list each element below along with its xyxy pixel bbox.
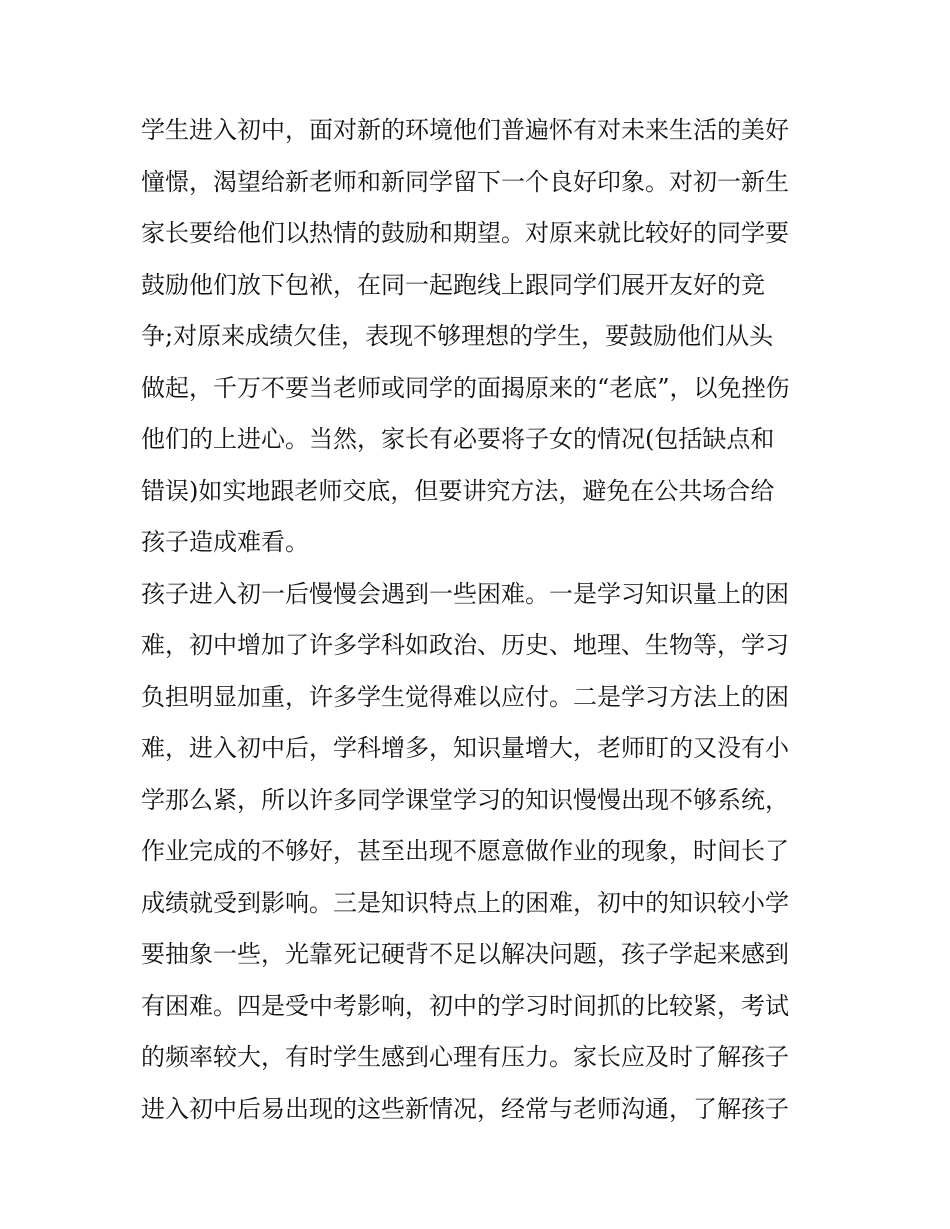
text-line: 有困难。四是受中考影响，初中的学习时间抓的比较紧，考试 — [141, 991, 789, 1020]
text-line: 争;对原来成绩欠佳，表现不够理想的学生，要鼓励他们从头 — [141, 322, 774, 350]
text-line: 负担明显加重，许多学生觉得难以应付。二是学习方法上的困 — [141, 682, 789, 711]
text-line: 难，进入初中后，学科增多，知识量增大，老师盯的又没有小 — [141, 734, 789, 762]
text-line: 的频率较大，有时学生感到心理有压力。家长应及时了解孩子 — [141, 1043, 789, 1071]
text-line: 学生进入初中，面对新的环境他们普遍怀有对未来生活的美好 — [141, 116, 789, 144]
text-line: 错误)如实地跟老师交底，但要讲究方法，避免在公共场合给 — [141, 476, 775, 505]
text-line: 孩子进入初一后慢慢会遇到一些困难。一是学习知识量上的困 — [141, 579, 789, 608]
text-line: 作业完成的不够好，甚至出现不愿意做作业的现象，时间长了 — [141, 837, 789, 865]
text-line: 难，初中增加了许多学科如政治、历史、地理、生物等，学习 — [141, 631, 789, 659]
text-line: 学那么紧，所以许多同学课堂学习的知识慢慢出现不够系统， — [141, 785, 789, 814]
text-line: 家长要给他们以热情的鼓励和期望。对原来就比较好的同学要 — [141, 219, 789, 247]
text-line: 憧憬，渴望给新老师和新同学留下一个良好印象。对初一新生 — [141, 167, 789, 196]
text-line: 鼓励他们放下包袱，在同一起跑线上跟同学们展开友好的竞 — [141, 270, 765, 299]
text-line: 成绩就受到影响。三是知识特点上的困难，初中的知识较小学 — [141, 888, 789, 917]
text-line: 他们的上进心。当然，家长有必要将子女的情况(包括缺点和 — [141, 425, 775, 453]
text-line: 要抽象一些，光靠死记硬背不足以解决问题，孩子学起来感到 — [141, 940, 789, 968]
body-text — [141, 105, 821, 1135]
text-line: 进入初中后易出现的这些新情况，经常与老师沟通，了解孩子 — [141, 1094, 789, 1123]
text-line: 孩子造成难看。 — [141, 528, 309, 556]
text-line: 做起，千万不要当老师或同学的面揭原来的“老底”，以免挫伤 — [141, 373, 790, 402]
